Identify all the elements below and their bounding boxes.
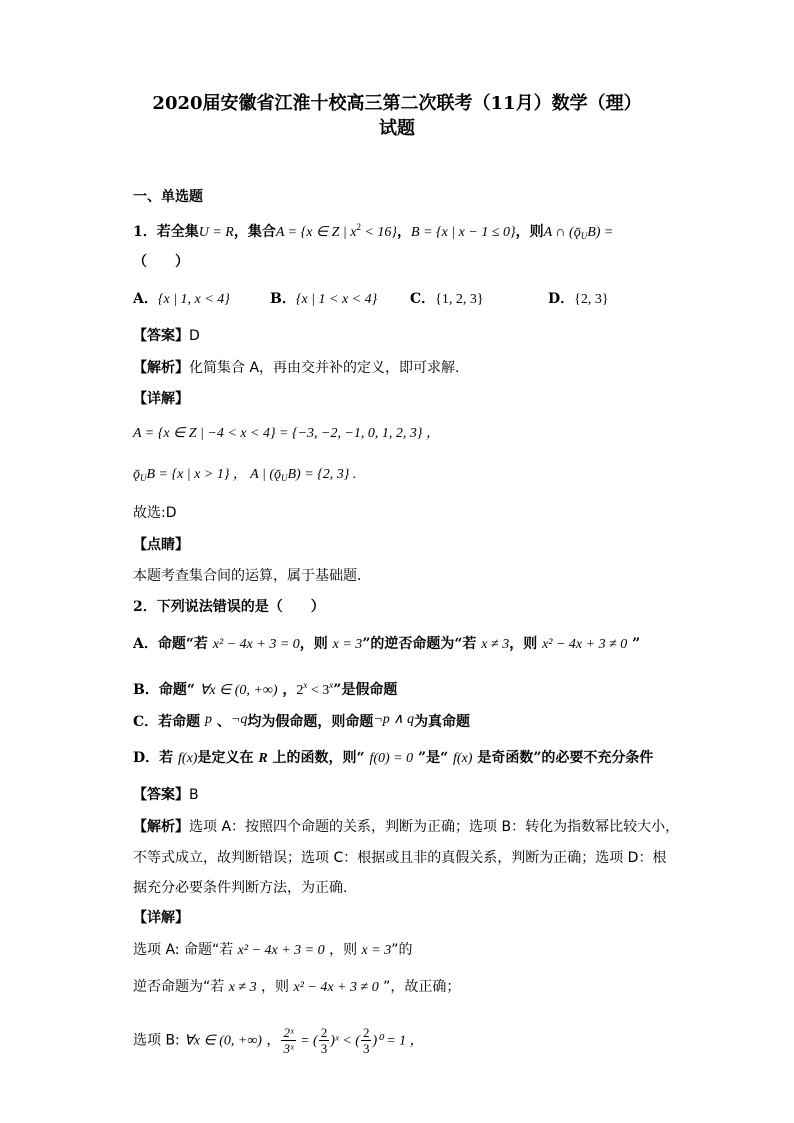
q2-d3-f2-num: 2	[320, 1025, 328, 1040]
q2-d2-m1: x ≠ 3	[228, 980, 257, 995]
q2-detail-line2	[133, 977, 460, 998]
q2-a-m2: x = 3	[332, 637, 363, 652]
q1-then: ，则	[515, 224, 544, 240]
q2-d3-fraction1	[281, 1025, 295, 1056]
q1-option-c-label: C．	[410, 291, 436, 307]
q1-ask: A ∩ (ǭ	[543, 225, 581, 240]
q1-option-a-text: {x | 1, x < 4}	[157, 292, 230, 307]
q2-d3-end: )⁰ = 1 ，	[372, 1033, 424, 1049]
q1-answer-value: D	[189, 328, 200, 344]
q1-sub-u2: U	[280, 473, 288, 483]
q2-b-m2: 2	[296, 683, 304, 698]
q2-d1-t3: ”的	[391, 942, 413, 958]
q2-d3-m1: ∀x ∈ (0, +∞)	[184, 1033, 262, 1049]
q2-analysis-line2: 不等式成立，故判断错误；选项 C：根据或且非的真假关系，判断为正确；选项 D：根	[133, 850, 667, 866]
q2-d-t2: 是定义在	[197, 750, 259, 766]
q2-d-m2: f(0) = 0	[369, 751, 414, 766]
q2-d2-t1: 逆否命题为“若	[133, 979, 229, 995]
q1-comma: ，	[397, 224, 412, 240]
q1-ask-tail: B) =	[587, 225, 614, 240]
q2-analysis-text1: 选项 A：按照四个命题的关系，判断为正确；选项 B：转化为指数幂比较大小，	[189, 819, 680, 835]
q2-c-t1: C．若命题	[133, 714, 206, 730]
q2-a-m4: x² − 4x + 3 ≠ 0	[542, 637, 628, 652]
q1-comment-tag: 【点睛】	[133, 537, 189, 553]
q2-b-t3: ”是假命题	[333, 682, 398, 698]
q2-d-t1: D．若	[133, 750, 179, 766]
q2-option-b	[133, 675, 397, 701]
q1-detail-line2	[133, 465, 356, 488]
section-heading: 一、单选题	[133, 189, 203, 205]
q1-answer	[133, 326, 200, 346]
q2-answer-value: B	[189, 787, 199, 803]
q1-universal-set: U = R	[198, 225, 234, 240]
q1-subscript: U	[580, 231, 588, 241]
q2-analysis-line1	[133, 817, 679, 837]
q2-detail-line3	[133, 1025, 424, 1056]
q2-d2-t2: ，则	[256, 979, 294, 995]
q1-sub-u: U	[140, 473, 147, 483]
q1-set-a: A = {x ∈ Z | x	[275, 225, 357, 240]
q2-stem: 2．下列说法错误的是（ ）	[133, 599, 325, 615]
q1-detail-line2-end: B) = {2, 3} .	[287, 467, 357, 482]
q2-d3-fraction2	[319, 1025, 330, 1056]
q2-d3-t2: ，	[261, 1032, 281, 1049]
q1-analysis-text: 化简集合 A，再由交并补的定义，即可求解.	[189, 360, 460, 376]
q1-detail-line2-mid: B = {x | x > 1} ， A | (ǭ	[146, 467, 281, 482]
q2-detail-line1	[133, 940, 412, 961]
q2-d3-f2-den: 3	[320, 1041, 328, 1056]
q2-d-m3: f(x)	[453, 751, 473, 766]
q2-answer-tag: 【答案】	[133, 787, 189, 803]
page-title: 2020届安徽省江淮十校高三第二次联考（11月）数学（理）	[152, 93, 642, 114]
q2-c-q: ¬q	[230, 712, 248, 727]
q2-d3-eq: = (	[296, 1033, 318, 1049]
q2-option-d	[133, 748, 653, 769]
q2-answer	[133, 785, 199, 805]
q2-b-m3: < 3	[307, 683, 330, 698]
q2-d2-t3: ”，故正确；	[378, 979, 461, 995]
q1-paren: （ ）	[133, 254, 189, 270]
q1-stem-prefix: 1．若全集	[133, 224, 199, 240]
q2-d3-f1-den: 3ˣ	[283, 1041, 294, 1056]
q1-analysis-tag: 【解析】	[133, 360, 189, 376]
q1-conclusion: 故选:D	[133, 505, 177, 521]
q1-detail-line1: A = {x ∈ Z | −4 < x < 4} = {−3, −2, −1, 0, 1, 2, 3} ，	[133, 426, 441, 441]
q1-option-d-text: {2, 3}	[574, 292, 609, 307]
q1-analysis	[133, 358, 459, 378]
q2-d3-f3-den: 3	[362, 1041, 370, 1056]
q2-d1-m2: x = 3	[361, 943, 392, 958]
q2-c-t3: 均为假命题，则命题	[247, 714, 374, 730]
q2-detail-tag: 【详解】	[133, 910, 189, 926]
q2-d1-t2: ，则	[324, 942, 362, 958]
q2-a-m1: x² − 4x + 3 = 0	[212, 637, 300, 652]
q1-option-c-text: {1, 2, 3}	[435, 292, 484, 307]
q2-b-exp2: x	[329, 680, 334, 690]
q2-a-t5: ”	[627, 636, 641, 652]
q2-d-m1: f(x)	[178, 751, 198, 766]
q1-answer-tag: 【答案】	[133, 328, 189, 344]
q2-a-t4: ，则	[509, 636, 543, 652]
q1-option-b-text: {x | 1 < x < 4}	[295, 292, 378, 307]
q1-option-a-label: A．	[133, 291, 158, 307]
q1-option-b-label: B．	[270, 291, 296, 307]
q1-option-d	[548, 289, 609, 310]
q2-d3-f1-num: 2ˣ	[283, 1025, 294, 1040]
q2-d-t3: 上的函数，则“	[267, 750, 370, 766]
q2-d3-f3-num: 2	[362, 1025, 370, 1040]
q2-b-t2: ，	[277, 682, 297, 698]
q2-c-t2: 、	[212, 714, 231, 730]
q2-d-r: R	[258, 751, 268, 766]
q2-d1-t1: 选项 A: 命题“若	[133, 942, 238, 958]
q2-d-t4: ”是“	[413, 750, 454, 766]
q2-d3-t1: 选项 B:	[133, 1032, 185, 1049]
q2-d3-mid: )ˣ < (	[330, 1033, 360, 1049]
q2-b-t1: B．命题“	[133, 682, 200, 698]
q2-d1-m1: x² − 4x + 3 = 0	[237, 943, 325, 958]
q1-set-a-tail: < 16}	[360, 225, 398, 240]
q1-stem	[133, 217, 613, 246]
q2-b-m1: ∀x ∈ (0, +∞)	[199, 683, 278, 698]
q2-d2-m2: x² − 4x + 3 ≠ 0	[293, 980, 379, 995]
q2-c-t4: 为真命题	[414, 714, 471, 730]
q2-c-m: ¬p ∧ q	[373, 712, 415, 727]
q1-detail-tag: 【详解】	[133, 391, 189, 407]
q2-option-c	[133, 710, 470, 732]
page-title-line2: 试题	[379, 118, 415, 139]
q2-a-t3: ”的逆否命题为“若	[362, 636, 482, 652]
q1-exponent: 2	[356, 222, 361, 232]
q2-option-a	[133, 634, 640, 655]
q1-option-d-label: D．	[548, 291, 575, 307]
q2-d3-fraction3	[361, 1025, 372, 1056]
q2-b-exp1: x	[303, 680, 308, 690]
q1-option-b	[270, 289, 377, 310]
q2-analysis-line3: 据充分必要条件判断方法，为正确.	[133, 880, 348, 896]
q2-a-t2: ，则	[299, 636, 333, 652]
q2-a-t1: A．命题“若	[133, 636, 213, 652]
q1-complement: ǭ	[133, 467, 140, 482]
q1-set-b: B = {x | x − 1 ≤ 0}	[411, 225, 516, 240]
q2-a-m3: x ≠ 3	[481, 637, 510, 652]
q2-analysis-tag: 【解析】	[133, 819, 189, 835]
q2-d-t5: 是奇函数”的必要不充分条件	[472, 750, 654, 766]
q2-c-p: p	[205, 712, 213, 727]
q1-option-a	[133, 289, 230, 310]
q1-comment: 本题考查集合间的运算，属于基础题.	[133, 568, 362, 584]
q1-stem-text: ，集合	[233, 224, 276, 240]
q1-option-c	[410, 289, 484, 310]
